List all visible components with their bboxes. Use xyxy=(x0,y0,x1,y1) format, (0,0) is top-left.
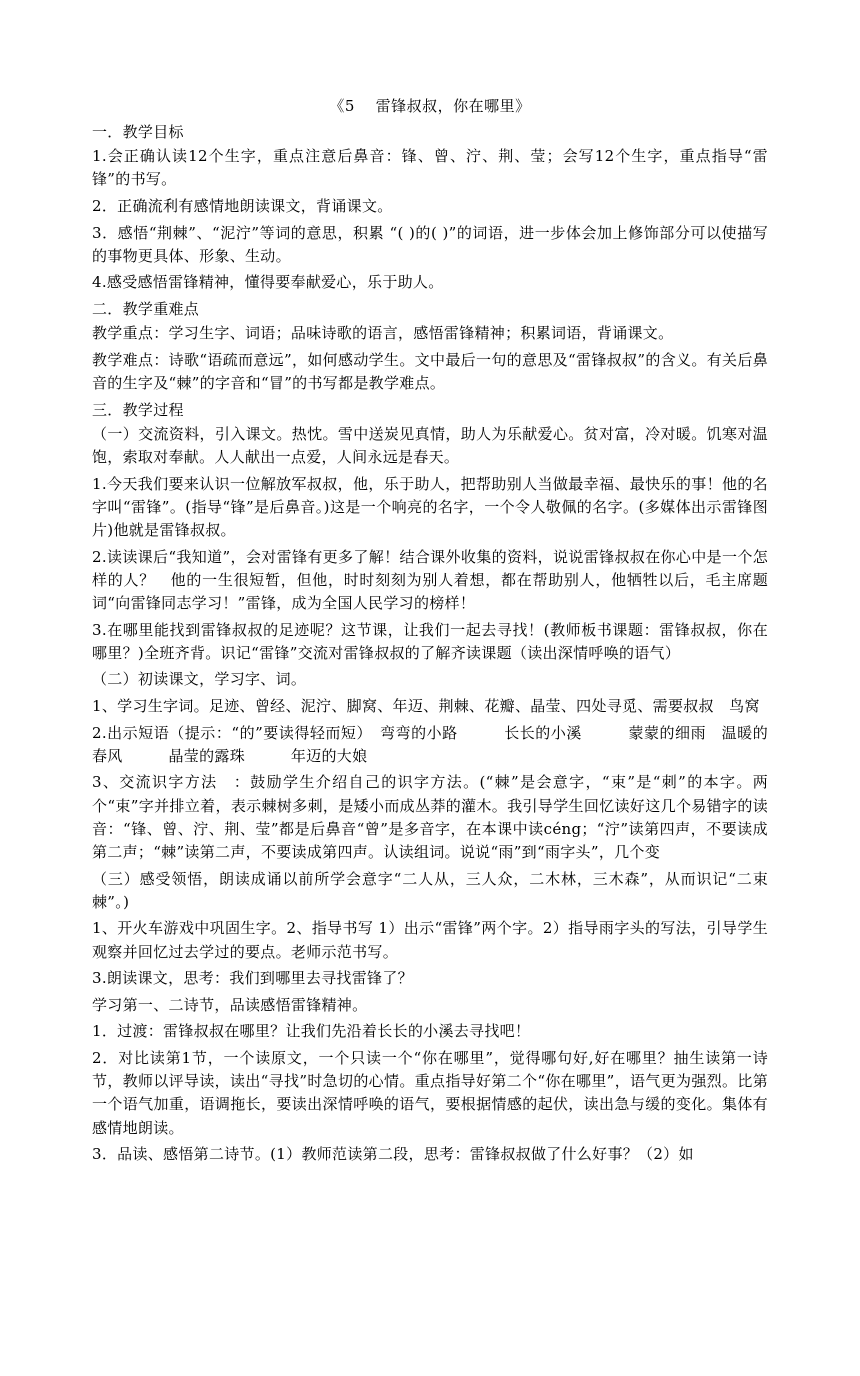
paragraph: 4.感受感悟雷锋精神，懂得要奉献爱心，乐于助人。 xyxy=(92,273,444,292)
paragraph: 1、学习生字词。足迹、曾经、泥泞、脚窝、年迈、荆棘、花瓣、晶莹、四处寻觅、需要叔叔 鸟窝 xyxy=(92,696,760,715)
section-heading-key-points: 二．教学重难点 xyxy=(92,299,200,318)
paragraph: 3．品读、感悟第二诗节。(1）教师范读第二段，思考：雷锋叔叔做了什么好事？（2）如 xyxy=(92,1145,694,1164)
paragraph: 1.会正确认读12个生字，重点注意后鼻音：锋、曾、泞、荆、莹；会写12个生字，重点指导“雷锋”的书写。 xyxy=(92,147,768,189)
paragraph: （三）感受领悟，朗读成诵以前所学会意字“二人从，三人众，二木林，三木森”，从而识记“二束棘”。) xyxy=(92,869,768,911)
section-heading-goals: 一．教学目标 xyxy=(92,123,184,141)
paragraph: 1．过渡：雷锋叔叔在哪里？让我们先沿着长长的小溪去寻找吧！ xyxy=(92,1022,531,1041)
paragraph: 2.出示短语（提示：“的”要读得轻而短） 弯弯的小路 长长的小溪 蒙蒙的细雨 温暖的春风 晶莹的露珠 年迈的大娘 xyxy=(92,723,768,765)
paragraph: 教学难点：诗歌“语疏而意远”，如何感动学生。文中最后一句的意思及“雷锋叔叔”的含义。有关后鼻音的生字及“棘”的字音和“冒”的书写都是教学难点。 xyxy=(92,350,768,392)
paragraph: 学习第一、二诗节，品读感悟雷锋精神。 xyxy=(92,995,368,1014)
document-title: 《5 雷锋叔叔，你在哪里》 xyxy=(329,97,531,115)
section-heading-process: 三．教学过程 xyxy=(92,400,184,419)
paragraph: 1、开火车游戏中巩固生字。2、指导书写 1）出示“雷锋”两个字。2）指导雨字头的写法，引导学生观察并回忆过去学过的要点。老师示范书写。 xyxy=(92,919,768,961)
paragraph: （一）交流资料，引入课文。热忱。雪中送炭见真情，助人为乐献爱心。贫对富，冷对暖。饥寒对温饱，索取对奉献。人人献出一点爱，人间永远是春天。 xyxy=(92,424,768,466)
paragraph: 教学重点：学习生字、词语；品味诗歌的语言，感悟雷锋精神；积累词语，背诵课文。 xyxy=(92,324,674,343)
paragraph: 1.今天我们要来认识一位解放军叔叔，他，乐于助人，把帮助别人当做最幸福、最快乐的事！他的名字叫“雷锋”。(指导“锋”是后鼻音。)这是一个响亮的名字，一个令人敬佩的名字。(多媒体出示雷锋图片)他就是雷锋叔叔。 xyxy=(92,474,768,539)
paragraph: （二）初读课文，学习字、词。 xyxy=(92,670,307,689)
paragraph: 3.在哪里能找到雷锋叔叔的足迹呢？这节课，让我们一起去寻找！(教师板书课题：雷锋叔叔，你在哪里？)全班齐背。识记“雷锋”交流对雷锋叔叔的了解齐读课题（读出深情呼唤的语气） xyxy=(92,620,768,662)
paragraph: 3．感悟“荆棘”、“泥泞”等词的意思，积累 “( )的( )”的词语，进一步体会加上修饰部分可以使描写的事物更具体、形象、生动。 xyxy=(92,223,768,265)
paragraph: 3、交流识字方法 ：鼓励学生介绍自己的识字方法。(“棘”是会意字，“束”是“刺”的本字。两个“束”字并排立着，表示棘树多刺，是矮小而成丛莽的灌木。我引导学生回忆读好这几个易错字的读音：“锋、曾、泞、荆、莹”都是后鼻音“曾”是多音字，在本课中读céng；“泞”读第四声，不要读成第二声；“棘”读第二声，不要读成第四声。认读组词。说说“雨”到“雨字头”，几个变 xyxy=(92,773,768,861)
paragraph: 3.朗读课文，思考：我们到哪里去寻找雷锋了？ xyxy=(92,969,413,988)
paragraph: 2．正确流利有感情地朗读课文，背诵课文。 xyxy=(92,197,393,215)
paragraph: 2．对比读第1节，一个读原文，一个只读一个“你在哪里”，觉得哪句好,好在哪里？抽生读第一诗节，教师以评导读，读出“寻找”时急切的心情。重点指导好第二个“你在哪里”，语气更为强烈。比第一个语气加重，语调拖长，要读出深情呼唤的语气，要根据情感的起伏，读出急与缓的变化。集体有感情地朗读。 xyxy=(92,1048,768,1137)
paragraph: 2.读读课后“我知道”，会对雷锋有更多了解！结合课外收集的资料，说说雷锋叔叔在你心中是一个怎样的人？ 他的一生很短暂，但他，时时刻刻为别人着想，都在帮助别人，他牺牲以后，毛主席题词“向雷锋同志学习！”雷锋，成为全国人民学习的榜样！ xyxy=(92,547,768,612)
document-body xyxy=(92,121,768,1170)
